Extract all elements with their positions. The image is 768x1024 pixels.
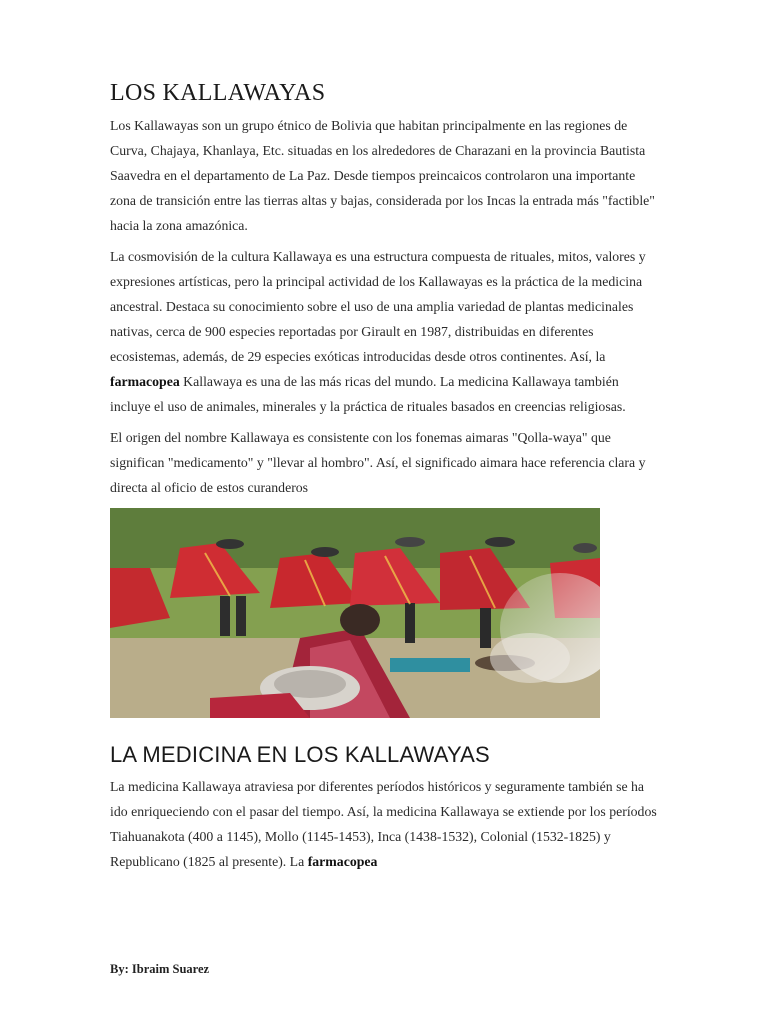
paragraph-text: La cosmovisión de la cultura Kallawaya es una estructura compuesta de rituales, mitos, valores y expresiones artísticas, pero la principal actividad de los Kallawayas es la práctica de la medicina ancestral. Destaca su conocimiento sobre el uso de una amplia variedad de plantas medicinales nativas, cerca de 900 especies reportadas por Girault en 1987, distribuidas en diferentes ecosistemas, además, de 29 especies exóticas introducidas desde otros continentes. Así, la — [110, 249, 646, 364]
section-title: LOS KALLAWAYAS — [110, 80, 326, 106]
paragraph-text: La medicina Kallawaya atraviesa por diferentes períodos históricos y seguramente también se ha ido enriqueciendo con el pasar del tiempo. Así, la medicina Kallawaya se extiende por los períodos Tiahuanakota (400 a 1145), Mollo (1145-1453), Inca (1438-1532), Colonial (1532-1825) y Republicano (1825 al presente). La — [110, 779, 657, 869]
paragraph: Los Kallawayas son un grupo étnico de Bolivia que habitan principalmente en las regiones de Curva, Chajaya, Khanlaya, Etc. situadas en los alrededores de Charazani en la provincia Bautista Saavedra en el departamento de La Paz. Desde tiempos preincaicos controlaron una importante zona de transición entre las tierras altas y bajas, considerada por los Incas la entrada más "factible" hacia la zona amazónica. — [110, 118, 655, 233]
paragraph — [110, 244, 660, 419]
paragraph: El origen del nombre Kallawaya es consistente con los fonemas aimaras "Qolla-waya" que significan "medicamento" y "llevar al hombro". Así, el significado aimara hace referencia clara y directa al oficio de estos curanderos — [110, 430, 646, 495]
kallawaya-ritual-photo — [110, 508, 600, 718]
paragraph-text: Kallawaya es una de las más ricas del mundo. La medicina Kallawaya también incluye el uso de animales, minerales y la práctica de rituales basados en creencias religiosas. — [110, 374, 626, 414]
section-title: LA MEDICINA EN LOS KALLAWAYAS — [110, 742, 490, 767]
bold-term: farmacopea — [110, 374, 180, 389]
bold-term: farmacopea — [307, 854, 378, 869]
paragraph — [110, 774, 660, 874]
document-body — [110, 80, 660, 880]
photo-illustration — [110, 508, 600, 718]
author-byline: By: Ibraim Suarez — [110, 962, 210, 976]
